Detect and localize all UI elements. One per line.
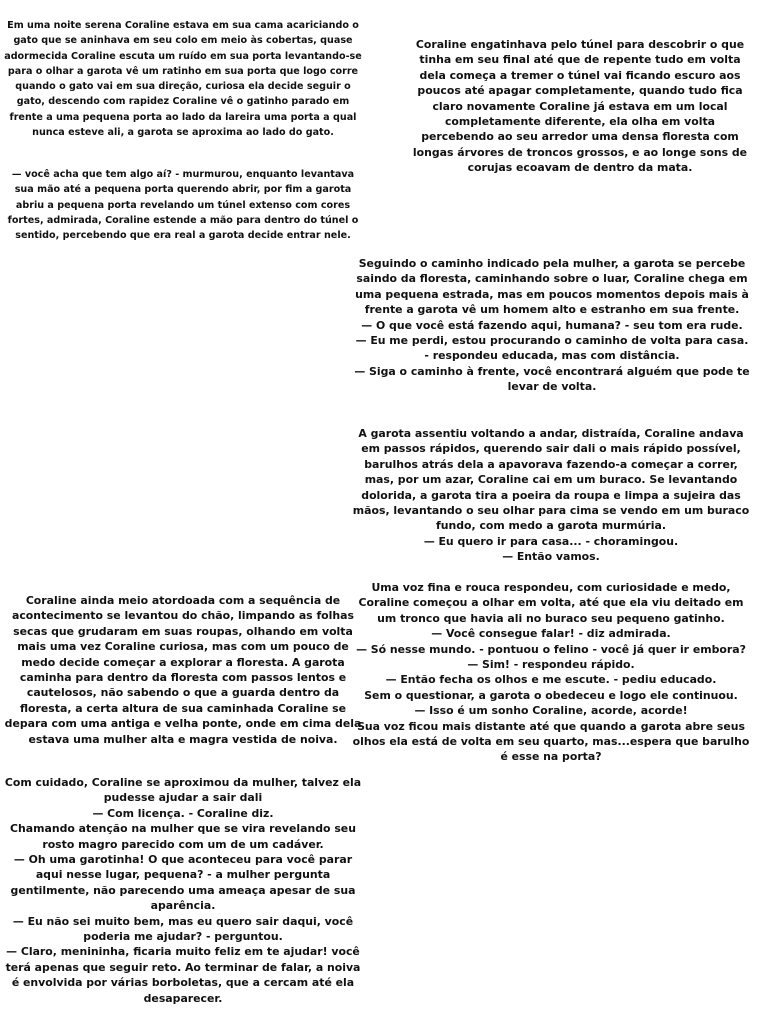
paragraph-hole: A garota assentiu voltando a andar, distraída, Coraline andava em passos rápidos, querendo sair dali o mais rápido possível, barulhos atrás dela a apavorava fazendo-a começar a correr, mas, por um azar, Coraline cai em um buraco. Se levantando dolorida, a garota tira a poeira da roupa e limpa a sujeira das mãos, levantando o seu olhar para cima se vendo em um buraco fundo, com medo a garota murmúria. — Eu quero ir para casa... - choramingou. — Então vamos. <box>352 427 750 564</box>
paragraph-tunnel: Coraline engatinhava pelo túnel para descobrir o que tinha em seu final até que de repente tudo em volta dela começa a tremer o túnel vai ficando escuro aos poucos até apagar completamente, quando tudo fica claro novamente Coraline já estava em um local completamente diferente, ela olha em volta percebendo ao seu arredor uma densa floresta com longas árvores de troncos grossos, e ao longe sons de corujas ecoavam de dentro da mata. <box>412 38 748 175</box>
paragraph-talking-cat: Uma voz fina e rouca respondeu, com curiosidade e medo, Coraline começou a olhar em volta, até que ela viu deitado em um tronco que havia ali no buraco seu pequeno gatinho. — Você consegue falar! - diz admirada. — Só nesse mundo. - pontuou o felino - você já quer ir embora? — Sim! - respondeu rápido. — Então fecha os olhos e me escute. - pediu educado. Sem o questionar, a garota o obedeceu e logo ele continuou. — Isso é um sonho Coraline, acorde, acorde! Sua voz ficou mais distante até que quando a garota abre seus olhos ela está de volta em seu quarto, mas...espera que barulho é esse na porta? <box>352 581 750 764</box>
paragraph-bride-dialogue: Com cuidado, Coraline se aproximou da mulher, talvez ela pudesse ajudar a sair dali — Com licença. - Coraline diz. Chamando atenção na mulher que se vira revelando seu rosto magro parecido com um de um cadáver. — Oh uma garotinha! O que aconteceu para você parar aqui nesse lugar, pequena? - a mulher pergunta gentilmente, não parecendo uma ameaça apesar de sua aparência. — Eu não sei muito bem, mas eu quero sair daqui, você poderia me ajudar? - perguntou. — Claro, menininha, ficaria muito feliz em te ajudar! você terá apenas que seguir reto. Ao terminar de falar, a noiva é envolvida por várias borboletas, que a cercam até ela desaparecer. <box>4 776 362 1005</box>
paragraph-bedroom-cat: Em uma noite serena Coraline estava em sua cama acariciando o gato que se aninhava em seu colo em meio às cobertas, quase adormecida Coraline escuta um ruído em sua porta levantando-se para o olhar a garota vê um ratinho em sua porta que logo corre quando o gato vai em sua direção, curiosa ela decide seguir o gato, descendo com rapidez Coraline vê o gatinho parado em frente a uma pequena porta ao lado da lareira uma porta a qual nunca esteve ali, a garota se aproxima ao lado do gato. <box>4 20 362 139</box>
paragraph-forest-bride: Coraline ainda meio atordoada com a sequência de acontecimento se levantou do chão, limpando as folhas secas que grudaram em suas roupas, olhando em volta mais uma vez Coraline curiosa, mas com um pouco de medo decide começar a explorar a floresta. A garota caminha para dentro da floresta com passos lentos e cautelosos, não sabendo o que a guarda dentro da floresta, a certa altura de sua caminhada Coraline se depara com uma antiga e velha ponte, onde em cima dela estava uma mulher alta e magra vestida de noiva. <box>4 594 362 746</box>
paragraph-stranger-man: Seguindo o caminho indicado pela mulher, a garota se percebe saindo da floresta, caminhando sobre o luar, Coraline chega em uma pequena estrada, mas em poucos momentos depois mais à frente a garota vê um homem alto e estranho em sua frente. — O que você está fazendo aqui, humana? - seu tom era rude. — Eu me perdi, estou procurando o caminho de volta para casa. - respondeu educada, mas com distância. — Siga o caminho à frente, você encontrará alguém que pode te levar de volta. <box>354 257 750 394</box>
paragraph-small-door: — você acha que tem algo aí? - murmurou, enquanto levantava sua mão até a pequena porta querendo abrir, por fim a garota abriu a pequena porta revelando um túnel extenso com cores fortes, admirada, Coraline estende a mão para dentro do túnel o sentido, percebendo que era real a garota decide entrar nele. <box>7 169 359 242</box>
